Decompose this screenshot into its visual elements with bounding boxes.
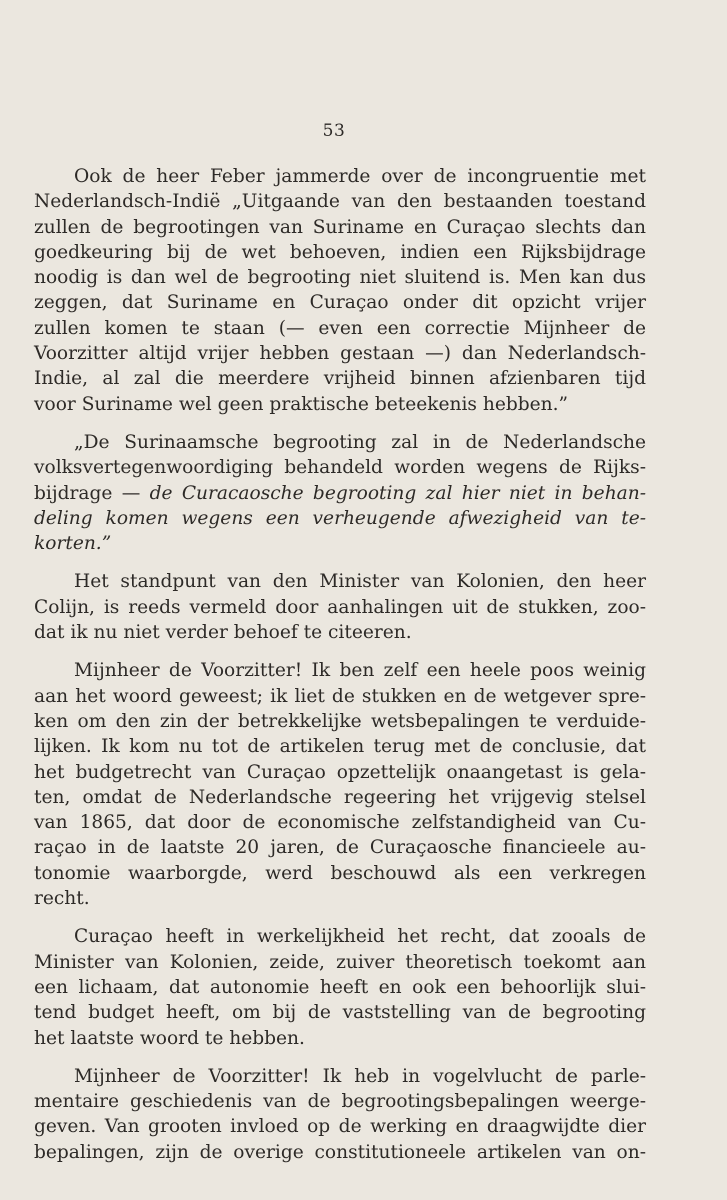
text-line: ken om den zin der betrekkelijke wetsbepalingen te verduide- [34,710,646,732]
text-line: voor Suriname wel geen praktische beteekenis hebben.” [34,393,569,415]
text-line: „De Surinaamsche begrooting zal in de Nederlandsche [74,431,646,453]
text-line: zeggen, dat Suriname en Curaçao onder dit opzicht vrijer [34,292,646,314]
text-line: het laatste woord te hebben. [34,1027,305,1049]
text-line: Mijnheer de Voorzitter! Ik ben zelf een heele poos weinig [74,660,646,682]
text-line: tonomie waarborgde, werd beschouwd als een verkregen [34,862,646,884]
text-line: lijken. Ik kom nu tot de artikelen terug met de conclusie, dat [34,736,646,758]
text-line: aan het woord geweest; ik liet de stukken en de wetgever spre- [34,685,646,707]
text-line: Nederlandsch-Indië „Uitgaande van den bestaanden toestand [34,191,646,213]
text-line: recht. [34,888,90,910]
text-line: Mijnheer de Voorzitter! Ik heb in vogelvlucht de parle- [74,1065,646,1087]
text-line: raçao in de laatste 20 jaren, de Curaçaosche financieele au- [34,837,646,859]
text-line: zullen komen te staan (— even een correctie Mijnheer de [34,317,646,339]
text-line: tend budget heeft, om bij de vaststelling van de begrooting [34,1002,646,1024]
text-line: Indie, al zal die meerdere vrijheid binnen afzienbaren tijd [34,368,646,390]
italic-line: korten.” [34,533,112,555]
italic-text: de Curacaosche begrooting zal hier niet in behan- [149,482,647,504]
text-line: goedkeuring bij de wet behoeven, indien een Rijksbijdrage [34,241,646,263]
text-line: dat ik nu niet verder behoef te citeeren. [34,622,412,644]
page-number: 53 [322,121,346,141]
text-line: Voorzitter altijd vrijer hebben gestaan —) dan Nederlandsch- [34,343,646,365]
text-line: zullen de begrootingen van Suriname en Curaçao slechts dan [34,216,646,238]
text-line: Colijn, is reeds vermeld door aanhalingen uit de stukken, zoo- [34,596,646,618]
roman-text: bijdrage — [34,482,150,504]
paragraph-4 [34,658,646,911]
text-line: Minister van Kolonien, zeide, zuiver theoretisch toekomt aan [34,951,646,973]
text-line: mentaire geschiedenis van de begrootingsbepalingen weerge- [34,1091,646,1113]
text-line: geven. Van grooten invloed op de werking en draagwijdte dier [34,1116,646,1138]
text-line: ten, omdat de Nederlandsche regeering het vrijgevig stelsel [34,786,646,808]
text-line: Ook de heer Feber jammerde over de incongruentie met [74,166,646,187]
paragraph-6 [34,1064,646,1165]
body-text [34,164,646,1178]
paragraph-3 [34,569,646,645]
text-line: Curaçao heeft in werkelijkheid het recht, dat zooals de [74,926,646,948]
text-line: bepalingen, zijn de overige constitutioneele artikelen van on- [34,1141,646,1163]
paragraph-5 [34,924,646,1050]
text-line: een lichaam, dat autonomie heeft en ook een behoorlijk slui- [34,976,646,998]
text-line: volksvertegenwoordiging behandeld worden wegens de Rijks- [34,457,646,479]
text-line: van 1865, dat door de economische zelfstandigheid van Cu- [34,812,646,834]
text-line-mixed [34,481,646,506]
text-line: noodig is dan wel de begrooting niet sluitend is. Men kan dus [34,267,646,289]
text-line: Het standpunt van den Minister van Kolonien, den heer [74,571,646,593]
italic-line: deling komen wegens een verheugende afwezigheid van te- [34,507,646,529]
text-line: het budgetrecht van Curaçao opzettelijk onaangetast is gela- [34,761,646,783]
paragraph-2 [34,430,646,556]
paragraph-1 [34,164,646,417]
